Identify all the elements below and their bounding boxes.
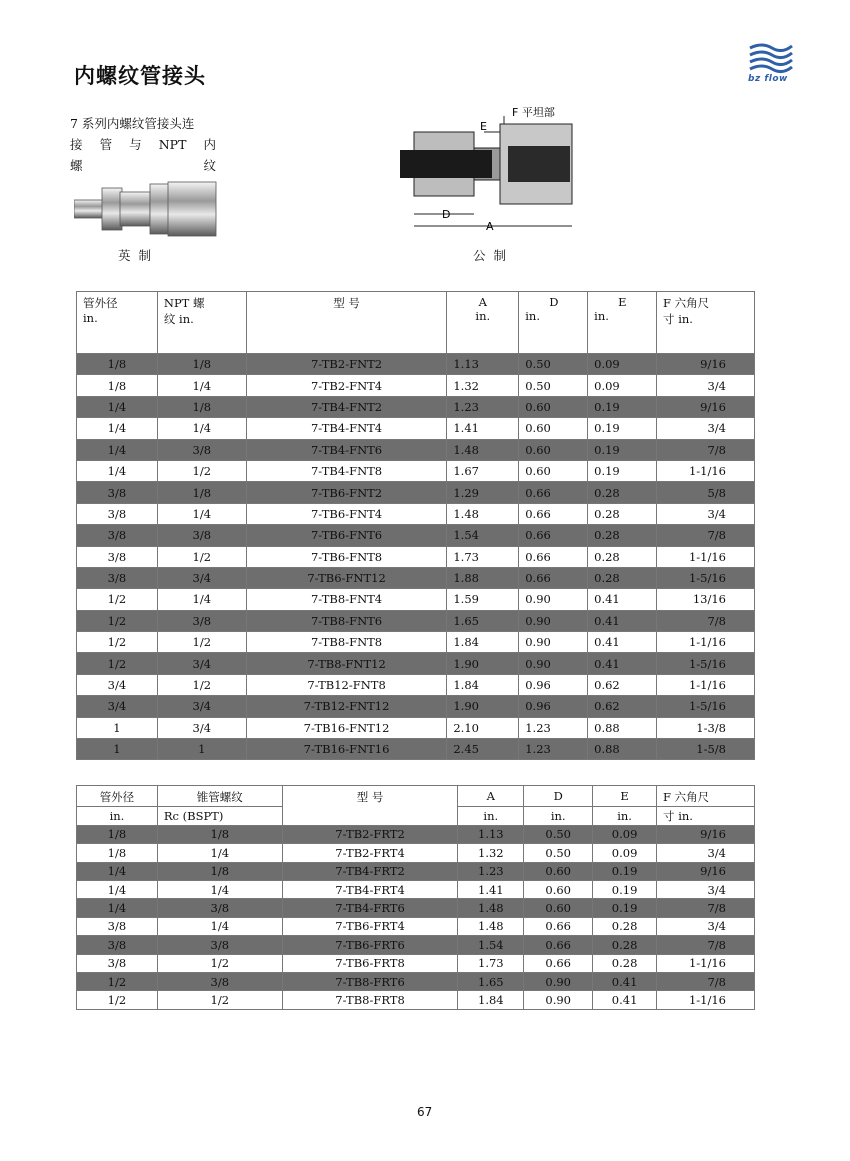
cell-od: 1/4 bbox=[77, 880, 158, 898]
header-model: 型 号 bbox=[246, 292, 447, 354]
cell-d: 0.60 bbox=[519, 396, 588, 417]
cell-e: 0.28 bbox=[593, 954, 657, 972]
cell-model: 7-TB2-FNT2 bbox=[246, 354, 447, 375]
cell-d: 0.66 bbox=[519, 525, 588, 546]
header-f: F 六角尺 寸 in. bbox=[657, 292, 755, 354]
cell-a: 1.67 bbox=[447, 460, 519, 481]
cell-thread: 3/8 bbox=[157, 439, 246, 460]
cell-model: 7-TB6-FNT2 bbox=[246, 482, 447, 503]
cell-a: 1.90 bbox=[447, 696, 519, 717]
cell-model: 7-TB16-FNT12 bbox=[246, 717, 447, 738]
brand-name: bz flow bbox=[748, 74, 788, 84]
cell-model: 7-TB6-FRT8 bbox=[282, 954, 458, 972]
header-thread-unit: Rc (BSPT) bbox=[157, 807, 282, 825]
bspt-spec-table bbox=[76, 785, 755, 1010]
cell-model: 7-TB4-FRT2 bbox=[282, 862, 458, 880]
cell-od: 1/8 bbox=[77, 375, 158, 396]
cell-thread: 1/8 bbox=[157, 825, 282, 843]
cell-f: 1-5/16 bbox=[657, 653, 755, 674]
table-row bbox=[77, 632, 755, 653]
table-row bbox=[77, 936, 755, 954]
cell-a: 1.29 bbox=[447, 482, 519, 503]
cell-model: 7-TB4-FNT2 bbox=[246, 396, 447, 417]
cell-od: 3/8 bbox=[77, 567, 158, 588]
cell-e: 0.19 bbox=[593, 880, 657, 898]
cell-f: 3/4 bbox=[657, 917, 755, 935]
description-line-2: 接 管 与 NPT 内 bbox=[70, 137, 216, 152]
cell-e: 0.41 bbox=[588, 632, 657, 653]
cell-model: 7-TB6-FNT8 bbox=[246, 546, 447, 567]
table-row bbox=[77, 899, 755, 917]
cell-od: 1/2 bbox=[77, 991, 158, 1009]
cell-e: 0.28 bbox=[593, 936, 657, 954]
cell-thread: 3/4 bbox=[157, 653, 246, 674]
cell-od: 1/8 bbox=[77, 825, 158, 843]
page-title: 内螺纹管接头 bbox=[74, 64, 206, 88]
cell-od: 1/4 bbox=[77, 862, 158, 880]
cell-e: 0.19 bbox=[593, 899, 657, 917]
cell-od: 3/8 bbox=[77, 917, 158, 935]
cell-d: 0.66 bbox=[524, 954, 593, 972]
table-row bbox=[77, 375, 755, 396]
cell-e: 0.09 bbox=[593, 825, 657, 843]
cell-od: 1/4 bbox=[77, 396, 158, 417]
cell-od: 1 bbox=[77, 739, 158, 760]
cell-thread: 1/2 bbox=[157, 991, 282, 1009]
cell-thread: 1/4 bbox=[157, 418, 246, 439]
header-od-unit: in. bbox=[77, 807, 158, 825]
cell-e: 0.62 bbox=[588, 696, 657, 717]
cell-thread: 3/8 bbox=[157, 936, 282, 954]
cell-thread: 3/4 bbox=[157, 567, 246, 588]
cell-f: 7/8 bbox=[657, 525, 755, 546]
cell-f: 3/4 bbox=[657, 375, 755, 396]
cell-e: 0.19 bbox=[588, 418, 657, 439]
table-row bbox=[77, 844, 755, 862]
cell-a: 1.65 bbox=[458, 972, 524, 990]
cell-model: 7-TB8-FRT8 bbox=[282, 991, 458, 1009]
table-header-row-1 bbox=[77, 786, 755, 807]
cell-thread: 1/8 bbox=[157, 354, 246, 375]
cell-e: 0.88 bbox=[588, 739, 657, 760]
cell-f: 7/8 bbox=[657, 899, 755, 917]
cell-d: 0.50 bbox=[519, 354, 588, 375]
cell-model: 7-TB8-FRT6 bbox=[282, 972, 458, 990]
cell-od: 3/8 bbox=[77, 546, 158, 567]
cell-d: 0.66 bbox=[519, 546, 588, 567]
cell-od: 1/2 bbox=[77, 589, 158, 610]
cell-f: 7/8 bbox=[657, 936, 755, 954]
cell-model: 7-TB4-FNT8 bbox=[246, 460, 447, 481]
cell-model: 7-TB12-FNT12 bbox=[246, 696, 447, 717]
cell-e: 0.41 bbox=[588, 610, 657, 631]
cell-od: 1 bbox=[77, 717, 158, 738]
table-row bbox=[77, 567, 755, 588]
header-a: A in. bbox=[447, 292, 519, 354]
cell-od: 1/4 bbox=[77, 460, 158, 481]
cell-a: 1.54 bbox=[458, 936, 524, 954]
cell-f: 3/4 bbox=[657, 880, 755, 898]
cell-d: 0.66 bbox=[519, 503, 588, 524]
cell-model: 7-TB16-FNT16 bbox=[246, 739, 447, 760]
header-thread: 锥管螺纹 bbox=[157, 786, 282, 807]
cell-thread: 1 bbox=[157, 739, 246, 760]
cell-model: 7-TB8-FNT6 bbox=[246, 610, 447, 631]
cell-thread: 1/4 bbox=[157, 375, 246, 396]
table-row bbox=[77, 825, 755, 843]
cell-thread: 1/2 bbox=[157, 954, 282, 972]
cell-d: 0.60 bbox=[524, 899, 593, 917]
cell-thread: 1/8 bbox=[157, 862, 282, 880]
header-thread: NPT 螺 纹 in. bbox=[157, 292, 246, 354]
table-row bbox=[77, 610, 755, 631]
cell-a: 1.48 bbox=[447, 439, 519, 460]
cell-d: 0.90 bbox=[519, 632, 588, 653]
cell-e: 0.41 bbox=[588, 589, 657, 610]
cell-e: 0.19 bbox=[588, 460, 657, 481]
cell-a: 1.84 bbox=[447, 674, 519, 695]
cell-f: 7/8 bbox=[657, 610, 755, 631]
cell-f: 9/16 bbox=[657, 825, 755, 843]
cross-section-diagram bbox=[400, 102, 578, 236]
cell-model: 7-TB12-FNT8 bbox=[246, 674, 447, 695]
cell-e: 0.19 bbox=[588, 396, 657, 417]
cell-model: 7-TB6-FRT4 bbox=[282, 917, 458, 935]
cell-od: 3/8 bbox=[77, 525, 158, 546]
cell-d: 0.50 bbox=[524, 825, 593, 843]
npt-spec-table bbox=[76, 291, 755, 760]
cell-a: 1.84 bbox=[458, 991, 524, 1009]
cell-od: 1/2 bbox=[77, 632, 158, 653]
cell-f: 1-1/16 bbox=[657, 991, 755, 1009]
cell-thread: 1/4 bbox=[157, 503, 246, 524]
header-e: E in. bbox=[588, 292, 657, 354]
cell-a: 1.84 bbox=[447, 632, 519, 653]
cell-od: 3/4 bbox=[77, 696, 158, 717]
table-row bbox=[77, 696, 755, 717]
cell-e: 0.41 bbox=[588, 653, 657, 674]
header-model: 型 号 bbox=[282, 786, 458, 826]
label-d: D bbox=[442, 208, 451, 221]
header-e-unit: in. bbox=[593, 807, 657, 825]
caption-metric: 公制 bbox=[473, 248, 515, 263]
cell-od: 3/8 bbox=[77, 482, 158, 503]
cell-od: 3/8 bbox=[77, 503, 158, 524]
cell-od: 3/8 bbox=[77, 954, 158, 972]
cell-thread: 1/4 bbox=[157, 917, 282, 935]
header-a-unit: in. bbox=[458, 807, 524, 825]
cell-e: 0.88 bbox=[588, 717, 657, 738]
cell-model: 7-TB6-FNT4 bbox=[246, 503, 447, 524]
cell-d: 0.60 bbox=[524, 862, 593, 880]
cell-d: 1.23 bbox=[519, 717, 588, 738]
label-a: A bbox=[486, 220, 494, 233]
cell-d: 0.60 bbox=[524, 880, 593, 898]
cell-a: 1.32 bbox=[458, 844, 524, 862]
page-number: 67 bbox=[417, 1105, 433, 1119]
header-d: D bbox=[524, 786, 593, 807]
cell-e: 0.28 bbox=[588, 503, 657, 524]
table-row bbox=[77, 674, 755, 695]
table-row bbox=[77, 972, 755, 990]
cell-a: 1.41 bbox=[447, 418, 519, 439]
table-row bbox=[77, 460, 755, 481]
cell-thread: 3/8 bbox=[157, 525, 246, 546]
cell-d: 0.66 bbox=[519, 567, 588, 588]
cell-model: 7-TB8-FNT4 bbox=[246, 589, 447, 610]
cell-f: 3/4 bbox=[657, 418, 755, 439]
table-row bbox=[77, 418, 755, 439]
cell-a: 1.13 bbox=[458, 825, 524, 843]
cell-e: 0.28 bbox=[588, 525, 657, 546]
cell-e: 0.62 bbox=[588, 674, 657, 695]
cell-f: 13/16 bbox=[657, 589, 755, 610]
cell-f: 1-1/16 bbox=[657, 632, 755, 653]
cell-model: 7-TB2-FRT2 bbox=[282, 825, 458, 843]
cell-e: 0.09 bbox=[593, 844, 657, 862]
cell-model: 7-TB6-FNT6 bbox=[246, 525, 447, 546]
header-a: A bbox=[458, 786, 524, 807]
table-header-row bbox=[77, 292, 755, 354]
cell-od: 1/4 bbox=[77, 418, 158, 439]
cell-thread: 3/8 bbox=[157, 972, 282, 990]
header-od: 管外径 in. bbox=[77, 292, 158, 354]
cell-f: 9/16 bbox=[657, 354, 755, 375]
cell-thread: 1/2 bbox=[157, 546, 246, 567]
cell-a: 1.90 bbox=[447, 653, 519, 674]
table-row bbox=[77, 739, 755, 760]
cell-thread: 3/8 bbox=[157, 610, 246, 631]
cell-model: 7-TB8-FNT12 bbox=[246, 653, 447, 674]
cell-d: 0.60 bbox=[519, 460, 588, 481]
cell-f: 9/16 bbox=[657, 862, 755, 880]
cell-od: 1/4 bbox=[77, 439, 158, 460]
cell-f: 3/4 bbox=[657, 844, 755, 862]
header-e: E bbox=[593, 786, 657, 807]
cell-e: 0.28 bbox=[588, 546, 657, 567]
cell-a: 1.88 bbox=[447, 567, 519, 588]
cell-a: 1.54 bbox=[447, 525, 519, 546]
caption-imperial: 英制 bbox=[118, 248, 160, 263]
cell-od: 1/4 bbox=[77, 899, 158, 917]
cell-d: 0.96 bbox=[519, 696, 588, 717]
label-f-flat: F 平坦部 bbox=[512, 106, 555, 119]
table-row bbox=[77, 354, 755, 375]
cell-a: 1.23 bbox=[447, 396, 519, 417]
cell-d: 0.50 bbox=[519, 375, 588, 396]
cell-d: 0.66 bbox=[519, 482, 588, 503]
cell-f: 1-5/8 bbox=[657, 739, 755, 760]
cell-d: 0.60 bbox=[519, 439, 588, 460]
cell-d: 0.90 bbox=[519, 610, 588, 631]
cell-a: 1.73 bbox=[458, 954, 524, 972]
cell-e: 0.28 bbox=[588, 567, 657, 588]
header-d: D in. bbox=[519, 292, 588, 354]
cell-a: 1.41 bbox=[458, 880, 524, 898]
cell-e: 0.19 bbox=[593, 862, 657, 880]
header-od: 管外径 bbox=[77, 786, 158, 807]
cell-d: 0.90 bbox=[519, 653, 588, 674]
description-line-3: 螺 纹 bbox=[70, 158, 216, 173]
cell-model: 7-TB2-FNT4 bbox=[246, 375, 447, 396]
cell-model: 7-TB4-FNT6 bbox=[246, 439, 447, 460]
cell-model: 7-TB6-FRT6 bbox=[282, 936, 458, 954]
cell-a: 1.59 bbox=[447, 589, 519, 610]
cell-thread: 1/8 bbox=[157, 482, 246, 503]
cell-thread: 3/8 bbox=[157, 899, 282, 917]
cell-a: 1.73 bbox=[447, 546, 519, 567]
cell-a: 1.48 bbox=[458, 899, 524, 917]
cell-e: 0.09 bbox=[588, 354, 657, 375]
cell-f: 1-3/8 bbox=[657, 717, 755, 738]
header-d-unit: in. bbox=[524, 807, 593, 825]
cell-d: 0.90 bbox=[524, 972, 593, 990]
table-row bbox=[77, 546, 755, 567]
cell-f: 9/16 bbox=[657, 396, 755, 417]
table-row bbox=[77, 717, 755, 738]
cell-thread: 1/2 bbox=[157, 632, 246, 653]
cell-model: 7-TB8-FNT8 bbox=[246, 632, 447, 653]
cell-f: 1-1/16 bbox=[657, 674, 755, 695]
cell-a: 1.48 bbox=[458, 917, 524, 935]
cell-a: 1.32 bbox=[447, 375, 519, 396]
table-row bbox=[77, 482, 755, 503]
cell-d: 1.23 bbox=[519, 739, 588, 760]
header-f: F 六角尺 bbox=[657, 786, 755, 807]
cell-d: 0.66 bbox=[524, 917, 593, 935]
cell-e: 0.41 bbox=[593, 972, 657, 990]
table-row bbox=[77, 880, 755, 898]
cell-d: 0.66 bbox=[524, 936, 593, 954]
cell-e: 0.28 bbox=[593, 917, 657, 935]
fitting-photo bbox=[74, 178, 224, 240]
table-row bbox=[77, 917, 755, 935]
cell-e: 0.19 bbox=[588, 439, 657, 460]
cell-f: 1-1/16 bbox=[657, 546, 755, 567]
cell-thread: 1/2 bbox=[157, 674, 246, 695]
cell-e: 0.09 bbox=[588, 375, 657, 396]
cell-d: 0.60 bbox=[519, 418, 588, 439]
cell-a: 1.48 bbox=[447, 503, 519, 524]
cell-d: 0.90 bbox=[519, 589, 588, 610]
cell-a: 2.10 bbox=[447, 717, 519, 738]
cell-thread: 1/8 bbox=[157, 396, 246, 417]
cell-od: 1/2 bbox=[77, 610, 158, 631]
cell-model: 7-TB4-FRT4 bbox=[282, 880, 458, 898]
cell-d: 0.96 bbox=[519, 674, 588, 695]
table-row bbox=[77, 503, 755, 524]
cell-od: 1/8 bbox=[77, 844, 158, 862]
cell-thread: 1/4 bbox=[157, 880, 282, 898]
table-row bbox=[77, 439, 755, 460]
cell-f: 1-5/16 bbox=[657, 696, 755, 717]
cell-f: 5/8 bbox=[657, 482, 755, 503]
header-f-unit: 寸 in. bbox=[657, 807, 755, 825]
cell-model: 7-TB6-FNT12 bbox=[246, 567, 447, 588]
cell-thread: 3/4 bbox=[157, 696, 246, 717]
cell-od: 3/8 bbox=[77, 936, 158, 954]
cell-f: 1-1/16 bbox=[657, 460, 755, 481]
cell-od: 1/8 bbox=[77, 354, 158, 375]
table-row bbox=[77, 589, 755, 610]
cell-a: 1.23 bbox=[458, 862, 524, 880]
cell-e: 0.28 bbox=[588, 482, 657, 503]
cell-d: 0.90 bbox=[524, 991, 593, 1009]
cell-a: 1.65 bbox=[447, 610, 519, 631]
cell-model: 7-TB4-FNT4 bbox=[246, 418, 447, 439]
cell-f: 1-1/16 bbox=[657, 954, 755, 972]
cell-f: 3/4 bbox=[657, 503, 755, 524]
table-row bbox=[77, 525, 755, 546]
table-row bbox=[77, 954, 755, 972]
cell-model: 7-TB2-FRT4 bbox=[282, 844, 458, 862]
description-line-1: 7 系列内螺纹管接头连 bbox=[70, 116, 195, 131]
cell-thread: 1/2 bbox=[157, 460, 246, 481]
cell-od: 1/2 bbox=[77, 653, 158, 674]
cell-a: 1.13 bbox=[447, 354, 519, 375]
cell-a: 2.45 bbox=[447, 739, 519, 760]
cell-thread: 3/4 bbox=[157, 717, 246, 738]
cell-e: 0.41 bbox=[593, 991, 657, 1009]
cell-f: 7/8 bbox=[657, 972, 755, 990]
cell-model: 7-TB4-FRT6 bbox=[282, 899, 458, 917]
cell-d: 0.50 bbox=[524, 844, 593, 862]
description bbox=[70, 113, 216, 176]
cell-od: 1/2 bbox=[77, 972, 158, 990]
cell-f: 1-5/16 bbox=[657, 567, 755, 588]
cell-f: 7/8 bbox=[657, 439, 755, 460]
table-row bbox=[77, 396, 755, 417]
table-row bbox=[77, 991, 755, 1009]
table-row bbox=[77, 653, 755, 674]
cell-thread: 1/4 bbox=[157, 589, 246, 610]
label-e: E bbox=[480, 120, 487, 133]
cell-od: 3/4 bbox=[77, 674, 158, 695]
table-row bbox=[77, 862, 755, 880]
cell-thread: 1/4 bbox=[157, 844, 282, 862]
